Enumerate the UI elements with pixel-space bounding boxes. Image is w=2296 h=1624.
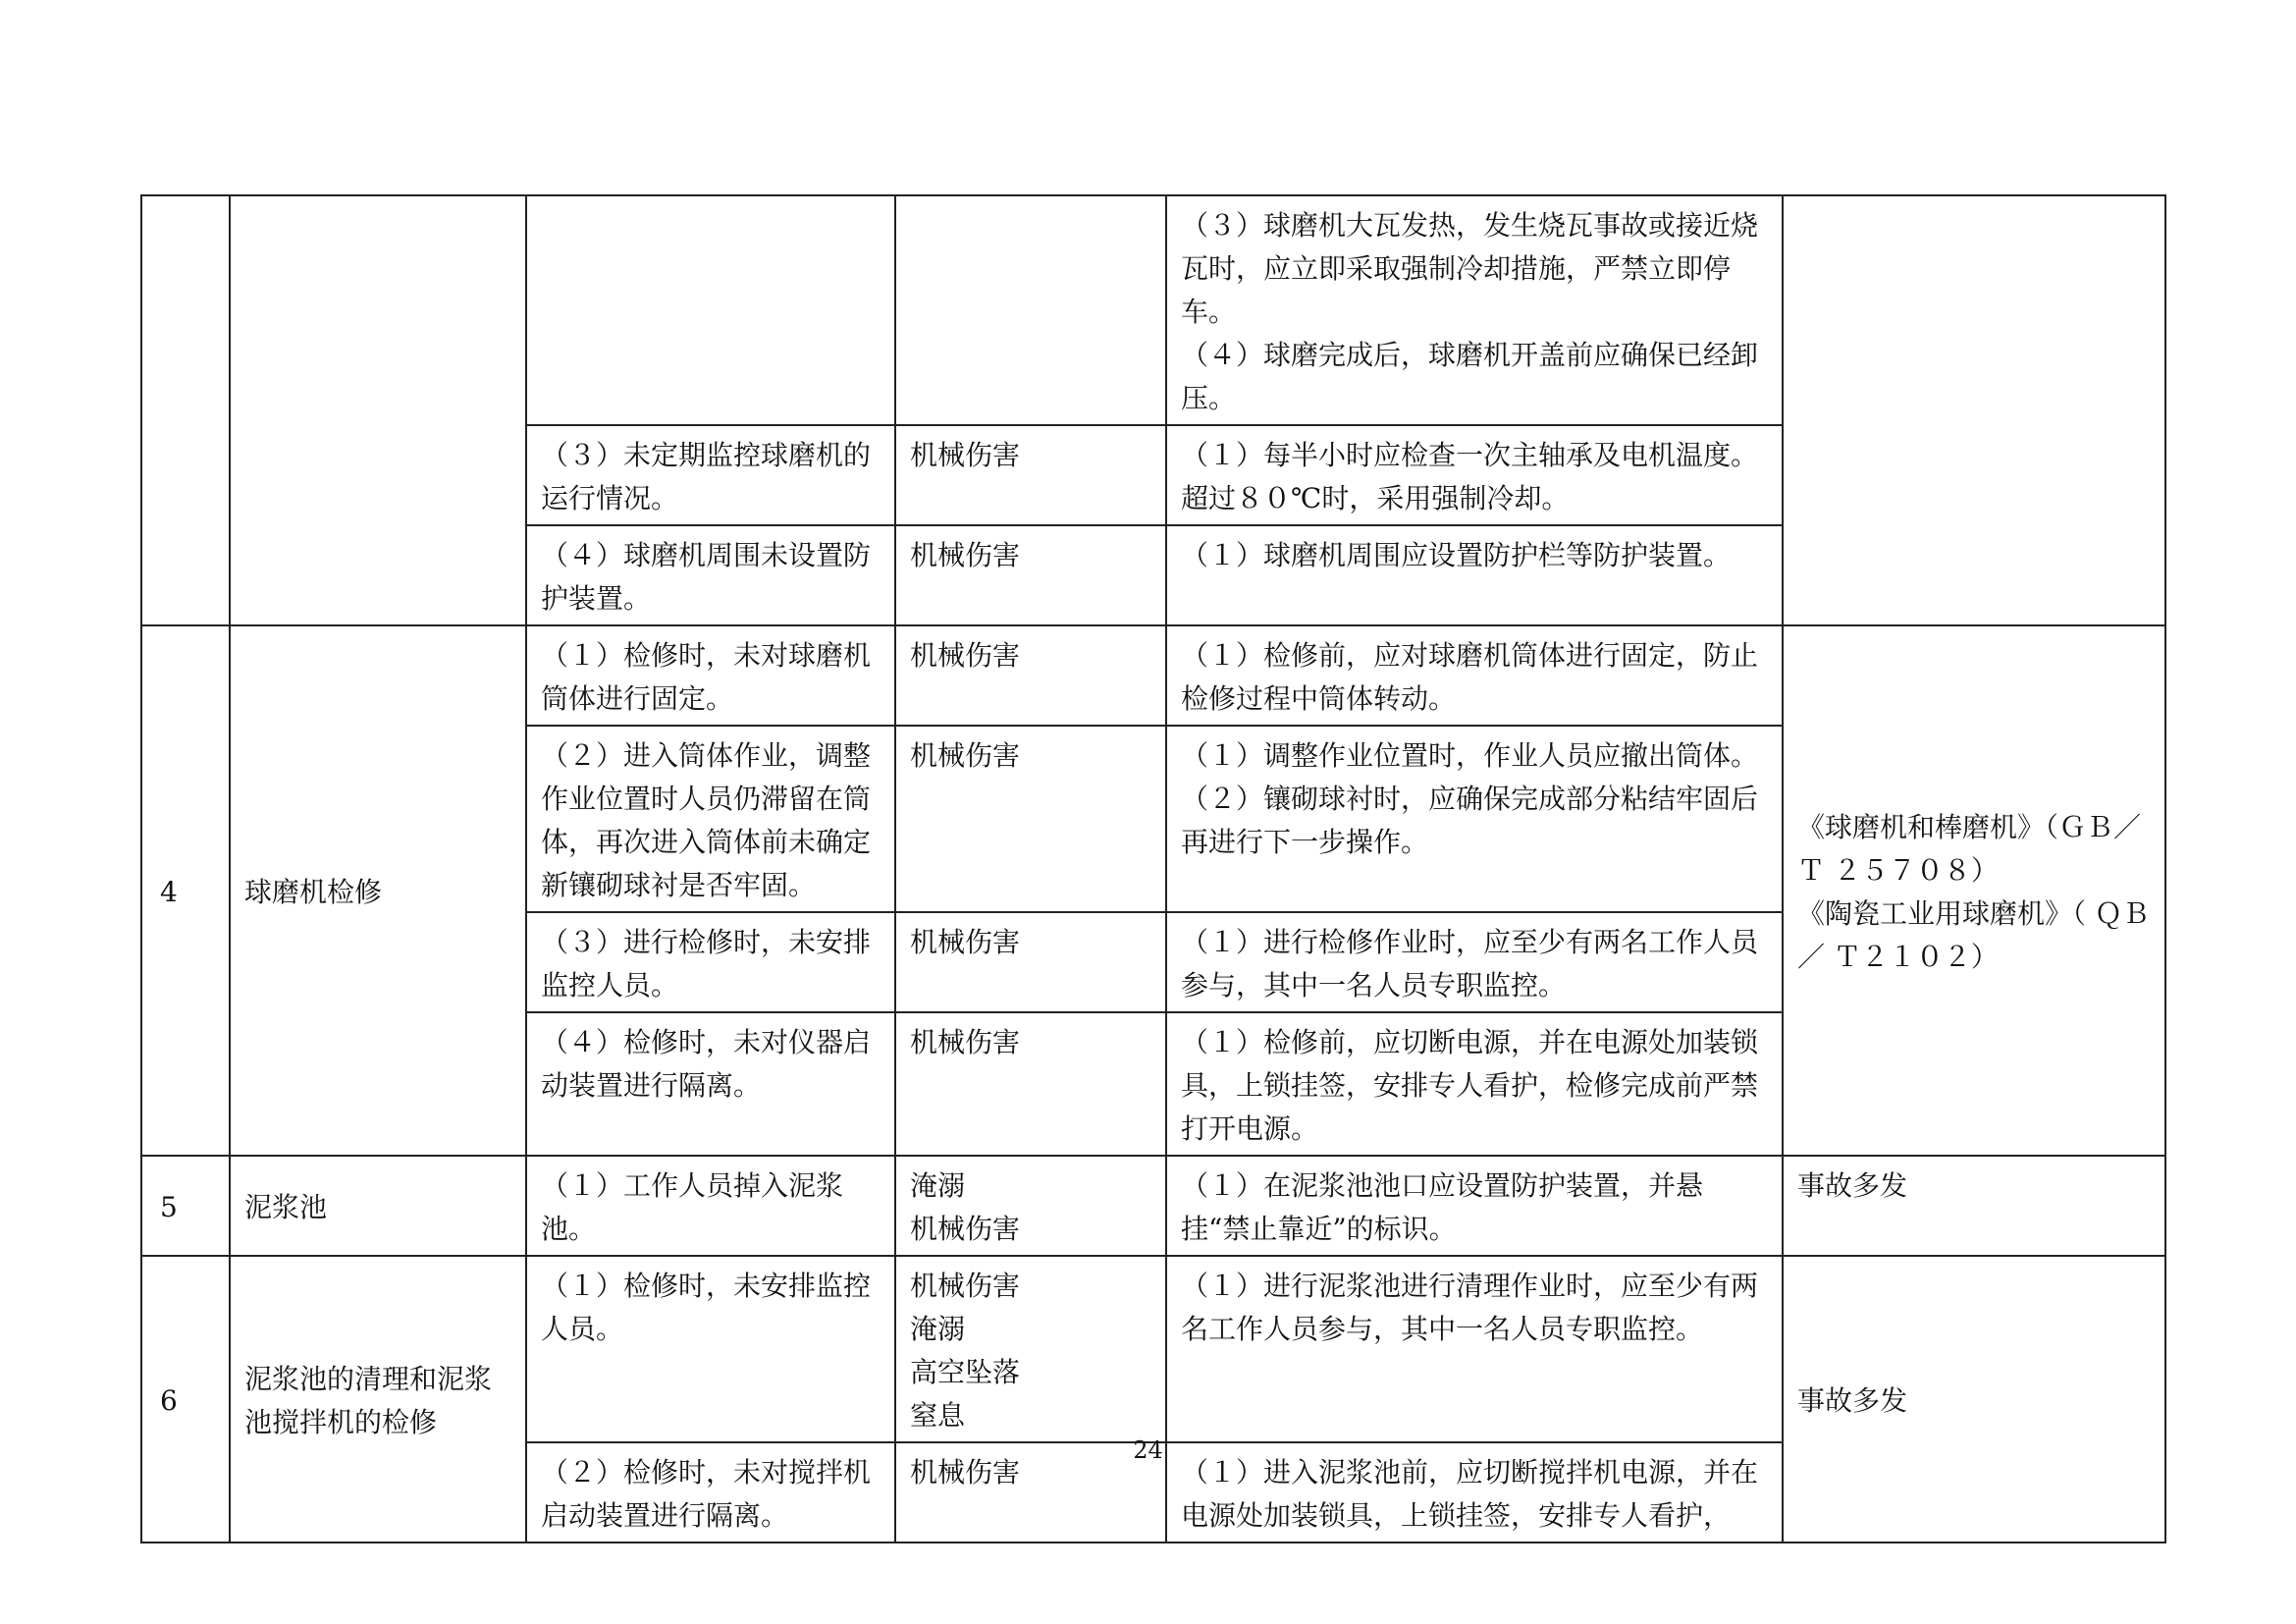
hazard-cell bbox=[526, 1156, 895, 1256]
hazard-cell bbox=[526, 726, 895, 912]
accident-type-text: 机械伤害 bbox=[910, 1213, 1021, 1245]
accident-type-text: 机械伤害 bbox=[910, 1270, 1021, 1302]
hazard-text: （１）检修时，未对球磨机筒体进行固定。 bbox=[541, 639, 872, 715]
measure-text: （１）每半小时应检查一次主轴承及电机温度。超过８０℃时，采用强制冷却。 bbox=[1181, 439, 1759, 514]
measures-cell bbox=[1166, 726, 1783, 912]
hazard-cell bbox=[526, 625, 895, 726]
measures-cell bbox=[1166, 1156, 1783, 1256]
basis-cell bbox=[1783, 1156, 2165, 1256]
accident-type-text: 淹溺 bbox=[910, 1169, 966, 1202]
accident-type-cell bbox=[895, 525, 1166, 625]
measures-cell bbox=[1166, 1012, 1783, 1156]
measure-text: （１）球磨机周围应设置防护栏等防护装置。 bbox=[1181, 539, 1732, 571]
hazard-table bbox=[140, 194, 2166, 1543]
table-row bbox=[141, 625, 2165, 726]
hazard-text: （４）检修时，未对仪器启动装置进行隔离。 bbox=[541, 1026, 872, 1102]
hazard-cell bbox=[526, 195, 895, 425]
basis-cell bbox=[1783, 195, 2165, 625]
accident-type-text: 高空坠落 bbox=[910, 1356, 1021, 1388]
hazard-text: （３）未定期监控球磨机的运行情况。 bbox=[541, 439, 872, 514]
measures-cell bbox=[1166, 525, 1783, 625]
measure-text: （１）进行检修作业时，应至少有两名工作人员参与，其中一名人员专职监控。 bbox=[1181, 926, 1759, 1001]
row-number: 4 bbox=[141, 625, 230, 1156]
measure-text: （１）进行泥浆池进行清理作业时，应至少有两名工作人员参与，其中一名人员专职监控。 bbox=[1181, 1270, 1759, 1345]
measure-text: （２）镶砌球衬时，应确保完成部分粘结牢固后再进行下一步操作。 bbox=[1181, 783, 1759, 858]
measure-text: （１）进入泥浆池前，应切断搅拌机电源，并在电源处加装锁具，上锁挂签，安排专人看护， bbox=[1181, 1456, 1759, 1532]
accident-type-cell bbox=[895, 726, 1166, 912]
accident-type-text: 机械伤害 bbox=[910, 539, 1021, 571]
hazard-text: （１）检修时，未安排监控人员。 bbox=[541, 1270, 872, 1345]
accident-type-cell bbox=[895, 425, 1166, 525]
row-number: 6 bbox=[141, 1256, 230, 1543]
accident-type-text: 机械伤害 bbox=[910, 1456, 1021, 1489]
hazard-cell bbox=[526, 1012, 895, 1156]
measure-text: （１）检修前，应对球磨机筒体进行固定，防止检修过程中筒体转动。 bbox=[1181, 639, 1759, 715]
measures-cell bbox=[1166, 1256, 1783, 1442]
accident-type-cell bbox=[895, 912, 1166, 1012]
measures-cell bbox=[1166, 912, 1783, 1012]
basis-text: 事故多发 bbox=[1797, 1384, 1908, 1417]
accident-type-text: 机械伤害 bbox=[910, 439, 1021, 471]
hazard-text: （１）工作人员掉入泥浆池。 bbox=[541, 1169, 844, 1245]
hazard-cell bbox=[526, 425, 895, 525]
item-cell bbox=[230, 195, 526, 625]
hazard-cell bbox=[526, 525, 895, 625]
measure-text: （３）球磨机大瓦发热，发生烧瓦事故或接近烧瓦时，应立即采取强制冷却措施，严禁立即停车。 bbox=[1181, 209, 1759, 328]
accident-type-text: 机械伤害 bbox=[910, 739, 1021, 772]
accident-type-text: 淹溺 bbox=[910, 1313, 966, 1345]
measure-text: （１）调整作业位置时，作业人员应撤出筒体。 bbox=[1181, 739, 1759, 772]
item-name: 泥浆池 bbox=[230, 1156, 526, 1256]
measures-cell bbox=[1166, 625, 1783, 726]
page-number: 24 bbox=[1133, 1436, 1163, 1464]
basis-cell bbox=[1783, 625, 2165, 1156]
table-row bbox=[141, 1156, 2165, 1256]
measures-cell bbox=[1166, 425, 1783, 525]
accident-type-cell bbox=[895, 1012, 1166, 1156]
measures-cell bbox=[1166, 195, 1783, 425]
basis-text: 《球磨机和棒磨机》（ＧＢ／ Ｔ ２５７０８） bbox=[1797, 811, 2142, 887]
basis-text: 事故多发 bbox=[1797, 1169, 1908, 1202]
hazard-cell bbox=[526, 1256, 895, 1442]
accident-type-cell bbox=[895, 1156, 1166, 1256]
item-name: 泥浆池的清理和泥浆池搅拌机的检修 bbox=[230, 1256, 526, 1543]
table-row bbox=[141, 195, 2165, 425]
no-cell bbox=[141, 195, 230, 625]
row-number: 5 bbox=[141, 1156, 230, 1256]
hazard-cell bbox=[526, 912, 895, 1012]
measure-text: （４）球磨完成后，球磨机开盖前应确保已经卸压。 bbox=[1181, 339, 1759, 414]
accident-type-text: 机械伤害 bbox=[910, 1026, 1021, 1058]
hazard-text: （２）进入筒体作业，调整作业位置时人员仍滞留在筒体，再次进入筒体前未确定新镶砌球衬是否牢固。 bbox=[541, 739, 872, 901]
accident-type-text: 窒息 bbox=[910, 1399, 966, 1432]
measure-text: （１）检修前，应切断电源，并在电源处加装锁具，上锁挂签，安排专人看护，检修完成前严禁打开电源。 bbox=[1181, 1026, 1759, 1145]
accident-type-cell bbox=[895, 195, 1166, 425]
table-row bbox=[141, 1256, 2165, 1442]
accident-type-cell bbox=[895, 625, 1166, 726]
accident-type-text: 机械伤害 bbox=[910, 639, 1021, 672]
hazard-text: （４）球磨机周围未设置防护装置。 bbox=[541, 539, 872, 615]
accident-type-cell bbox=[895, 1256, 1166, 1442]
basis-cell bbox=[1783, 1256, 2165, 1543]
item-name: 球磨机检修 bbox=[230, 625, 526, 1156]
hazard-text: （２）检修时，未对搅拌机启动装置进行隔离。 bbox=[541, 1456, 872, 1532]
accident-type-text: 机械伤害 bbox=[910, 926, 1021, 958]
basis-text: 《陶瓷工业用球磨机》（ ＱＢ／ Ｔ２１０２） bbox=[1797, 897, 2150, 973]
hazard-text: （３）进行检修时，未安排监控人员。 bbox=[541, 926, 872, 1001]
measure-text: （１）在泥浆池池口应设置防护装置，并悬挂“禁止靠近”的标识。 bbox=[1181, 1169, 1704, 1245]
